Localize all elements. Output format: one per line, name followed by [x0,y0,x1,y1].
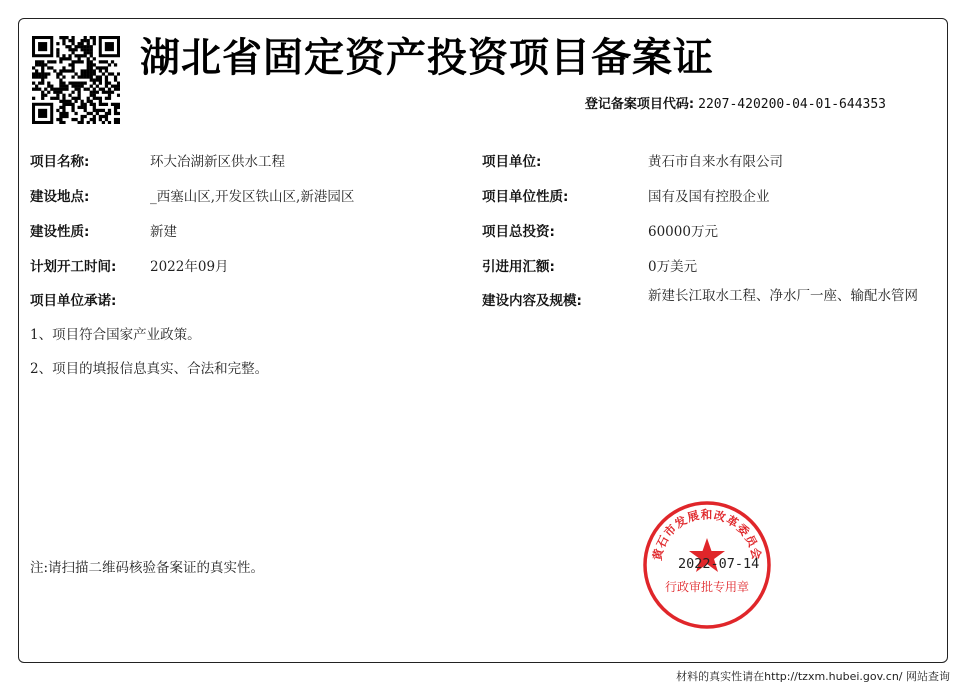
seal-outer-text: 黄石市发展和改革委员会 [649,507,765,562]
commitment-item-2: 2、项目的填报信息真实、合法和完整。 [30,361,269,377]
unit-nature-value: 国有及国有控股企业 [648,189,770,205]
commitment-item-1: 1、项目符合国家产业政策。 [30,327,201,343]
verification-note: 注:请扫描二维码核验备案证的真实性。 [30,560,265,576]
total-investment-label: 项目总投资: [482,224,555,240]
project-code-value: 2207-420200-04-01-644353 [698,97,886,112]
scope-label: 建设内容及规模: [482,293,582,309]
project-name-label: 项目名称: [30,154,90,170]
seal-inner-text: 行政审批专用章 [664,580,750,594]
unit-label: 项目单位: [482,154,542,170]
footer-notice: 材料的真实性请在http://tzxm.hubei.gov.cn/ 网站查询 [676,670,950,683]
unit-nature-label: 项目单位性质: [482,189,569,205]
unit-value: 黄石市自来水有限公司 [648,154,783,170]
project-code [585,93,886,112]
total-investment-value: 60000万元 [648,224,718,240]
foreign-exchange-label: 引进用汇额: [482,259,555,275]
start-time-label: 计划开工时间: [30,259,117,275]
issue-date: 2022-07-14 [678,556,760,572]
construction-nature-value: 新建 [150,224,177,240]
location-label: 建设地点: [30,189,90,205]
location-value: _西塞山区,开发区铁山区,新港园区 [150,189,355,205]
project-name-value: 环大冶湖新区供水工程 [150,154,285,170]
project-code-label: 登记备案项目代码: [584,97,695,112]
start-time-value: 2022年09月 [150,259,229,275]
commitment-label: 项目单位承诺: [30,293,117,309]
scope-value: 新建长江取水工程、净水厂一座、输配水管网 [648,288,918,304]
construction-nature-label: 建设性质: [30,224,90,240]
qr-code [32,36,120,124]
foreign-exchange-value: 0万美元 [648,259,698,275]
document-title: 湖北省固定资产投资项目备案证 [140,35,714,81]
